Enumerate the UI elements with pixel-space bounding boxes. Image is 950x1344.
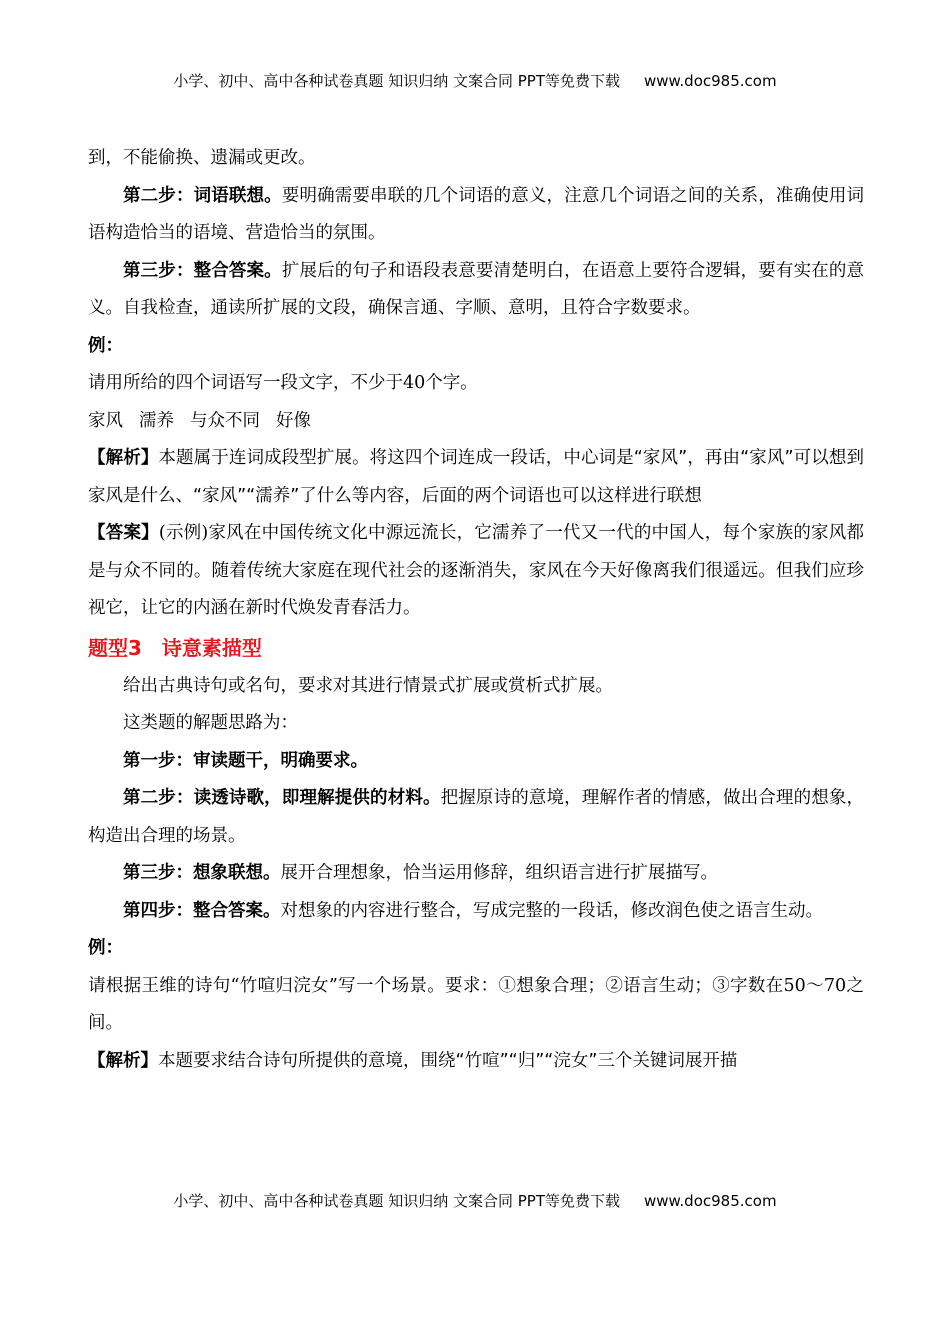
- analysis-label: 【解析】: [88, 1050, 158, 1071]
- step2-label: 第二步：词语联想。: [123, 185, 282, 206]
- step3-text: 展开合理想象，恰当运用修辞，组织语言进行扩展描写。: [280, 863, 718, 883]
- word-item: 家风: [88, 410, 123, 431]
- example-label: 例：: [88, 938, 123, 958]
- step4-paragraph: [88, 893, 864, 931]
- step3-text: 扩展后的句子和语段表意要清楚明白，在语意上要符合逻辑，要有实在的意义。自我检查，通读所扩展的文段，确保言通、字顺、意明，且符合字数要求。: [88, 260, 865, 318]
- step2-label: 第二步：读透诗歌，即理解提供的材料。: [123, 788, 441, 808]
- step3-paragraph: [88, 855, 864, 893]
- analysis-label: 【解析】: [88, 448, 159, 468]
- step3-paragraph: [88, 253, 864, 328]
- example-question: 请用所给的四个词语写一段文字，不少于40个字。: [88, 373, 478, 393]
- step3-label: 第三步：整合答案。: [123, 260, 282, 281]
- analysis-text: 本题要求结合诗句所提供的意境，围绕“竹喧”“归”“浣女”三个关键词展开描: [158, 1050, 738, 1071]
- example-label: 例：: [88, 335, 123, 356]
- step2-paragraph: [88, 780, 864, 855]
- analysis-paragraph: [88, 1043, 864, 1081]
- footer-text: 小学、初中、高中各种试卷真题 知识归纳 文案合同 PPT等免费下载: [173, 1192, 620, 1210]
- continued-paragraph: 到，不能偷换、遗漏或更改。: [88, 148, 316, 168]
- example-question: 请根据王维的诗句“竹喧归浣女”写一个场景。要求：①想象合理；②语言生动；③字数在50～70之间。: [88, 975, 864, 1033]
- header-url[interactable]: www.doc985.com: [643, 72, 777, 90]
- word-item: 好像: [276, 410, 311, 431]
- page-footer: [0, 1190, 950, 1211]
- word-list: [88, 403, 864, 441]
- intro-paragraph: 给出古典诗句或名句，要求对其进行情景式扩展或赏析式扩展。: [123, 675, 613, 696]
- word-item: 与众不同: [190, 410, 260, 431]
- step1-paragraph: 第一步：审读题干，明确要求。: [123, 750, 368, 771]
- header-text: 小学、初中、高中各种试卷真题 知识归纳 文案合同 PPT等免费下载: [173, 72, 620, 90]
- answer-paragraph: [88, 515, 864, 628]
- approach-paragraph: 这类题的解题思路为：: [123, 713, 298, 733]
- section-title: 题型3 诗意素描型: [88, 635, 262, 660]
- step4-text: 对想象的内容进行整合，写成完整的一段话，修改润色使之语言生动。: [280, 900, 823, 921]
- word-item: 濡养: [139, 410, 174, 431]
- page-content: [88, 140, 864, 1080]
- page-header: [0, 70, 950, 91]
- step2-text: 把握原诗的意境，理解作者的情感，做出合理的想象，构造出合理的场景。: [88, 788, 865, 846]
- step2-text: 要明确需要串联的几个词语的意义，注意几个词语之间的关系，准确使用词语构造恰当的语境、营造恰当的氛围。: [88, 185, 865, 243]
- step4-label: 第四步：整合答案。: [123, 900, 281, 921]
- step2-paragraph: [88, 178, 864, 253]
- footer-url[interactable]: www.doc985.com: [643, 1192, 777, 1210]
- answer-label: 【答案】: [88, 523, 159, 543]
- answer-text: (示例)家风在中国传统文化中源远流长，它濡养了一代又一代的中国人，每个家族的家风都是与众不同的。随着传统大家庭在现代社会的逐渐消失，家风在今天好像离我们很遥远。但我们应珍视它，让它的内涵在新时代焕发青春活力。: [88, 523, 865, 618]
- step3-label: 第三步：想象联想。: [123, 863, 281, 883]
- analysis-paragraph: [88, 440, 864, 515]
- analysis-text: 本题属于连词成段型扩展。将这四个词连成一段话，中心词是“家风”，再由“家风”可以想到家风是什么、“家风”“濡养”了什么等内容，后面的两个词语也可以这样进行联想: [88, 448, 864, 506]
